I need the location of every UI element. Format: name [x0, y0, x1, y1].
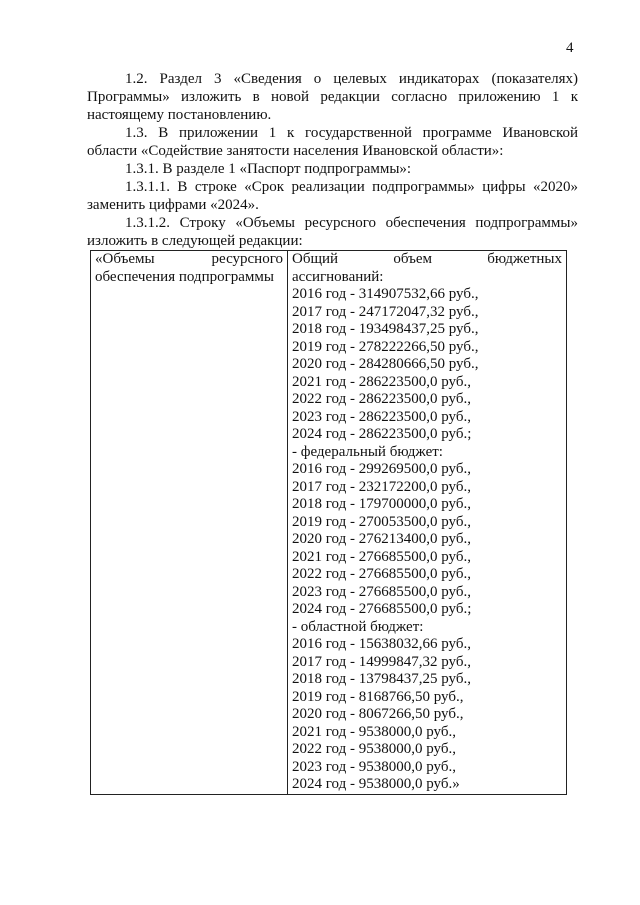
- total-2016: 2016 год - 314907532,66 руб.,: [292, 286, 479, 302]
- federal-2016: 2016 год - 299269500,0 руб.,: [292, 461, 471, 477]
- regional-2018: 2018 год - 13798437,25 руб.,: [292, 671, 471, 687]
- regional-2016: 2016 год - 15638032,66 руб.,: [292, 636, 471, 652]
- federal-2023: 2023 год - 276685500,0 руб.,: [292, 583, 471, 600]
- regional-2019: 2019 год - 8168766,50 руб.,: [292, 688, 464, 705]
- regional-2024: 2024 год - 9538000,0 руб.»: [292, 776, 460, 792]
- budget-header-word-2: объем: [393, 251, 433, 267]
- budget-header-line-2: ассигнований:: [292, 268, 384, 285]
- federal-budget-label: - федеральный бюджет:: [292, 443, 443, 460]
- federal-2024: 2024 год - 276685500,0 руб.;: [292, 601, 472, 617]
- regional-2023: 2023 год - 9538000,0 руб.,: [292, 758, 456, 775]
- budget-header-line-1: [292, 251, 562, 269]
- resource-value-cell: [288, 251, 567, 795]
- total-2021: 2021 год - 286223500,0 руб.,: [292, 373, 471, 390]
- paragraph-1-3-1: 1.3.1. В разделе 1 «Паспорт подпрограммы»:: [125, 161, 412, 177]
- resource-label-cell: [91, 251, 288, 795]
- regional-2020: 2020 год - 8067266,50 руб.,: [292, 706, 464, 722]
- total-2020: 2020 год - 284280666,50 руб.,: [292, 356, 479, 372]
- total-2017: 2017 год - 247172047,32 руб.,: [292, 303, 479, 320]
- federal-2017: 2017 год - 232172200,0 руб.,: [292, 478, 471, 495]
- resource-label-line-2: обеспечения подпрограммы: [95, 268, 274, 285]
- federal-2022: 2022 год - 276685500,0 руб.,: [292, 566, 471, 582]
- federal-2020: 2020 год - 276213400,0 руб.,: [292, 531, 471, 547]
- table-row: [91, 251, 567, 795]
- federal-2018: 2018 год - 179700000,0 руб.,: [292, 496, 471, 512]
- regional-budget-label: - областной бюджет:: [292, 618, 424, 635]
- federal-2019: 2019 год - 270053500,0 руб.,: [292, 513, 471, 530]
- regional-2022: 2022 год - 9538000,0 руб.,: [292, 741, 456, 757]
- total-2019: 2019 год - 278222266,50 руб.,: [292, 338, 479, 355]
- budget-header-word-1: Общий: [292, 251, 339, 267]
- paragraph-1-2: 1.2. Раздел 3 «Сведения о целевых индикаторах (показателях) Программы» изложить в новой редакции согласно приложению 1 к настоящему постановлению.: [87, 71, 578, 123]
- resource-label-word-1: «Объемы: [95, 251, 155, 267]
- federal-2021: 2021 год - 276685500,0 руб.,: [292, 548, 471, 565]
- total-2022: 2022 год - 286223500,0 руб.,: [292, 391, 471, 407]
- total-2023: 2023 год - 286223500,0 руб.,: [292, 408, 471, 425]
- paragraph-1-3: 1.3. В приложении 1 к государственной программе Ивановской области «Содействие занятости населения Ивановской области»:: [87, 125, 578, 159]
- page-number: 4: [566, 40, 574, 56]
- document-body: [87, 70, 578, 795]
- regional-2021: 2021 год - 9538000,0 руб.,: [292, 723, 456, 740]
- budget-header-word-3: бюджетных: [487, 251, 562, 267]
- paragraph-1-3-1-2: 1.3.1.2. Строку «Объемы ресурсного обеспечения подпрограммы» изложить в следующей редакции:: [87, 215, 578, 249]
- resource-table: [90, 250, 567, 795]
- total-2018: 2018 год - 193498437,25 руб.,: [292, 321, 479, 337]
- resource-label-word-2: ресурсного: [211, 251, 283, 267]
- total-2024: 2024 год - 286223500,0 руб.;: [292, 426, 472, 442]
- paragraph-1-3-1-1: 1.3.1.1. В строке «Срок реализации подпрограммы» цифры «2020» заменить цифрами «2024».: [87, 179, 578, 213]
- resource-label-line-1: [95, 251, 283, 269]
- regional-2017: 2017 год - 14999847,32 руб.,: [292, 653, 471, 670]
